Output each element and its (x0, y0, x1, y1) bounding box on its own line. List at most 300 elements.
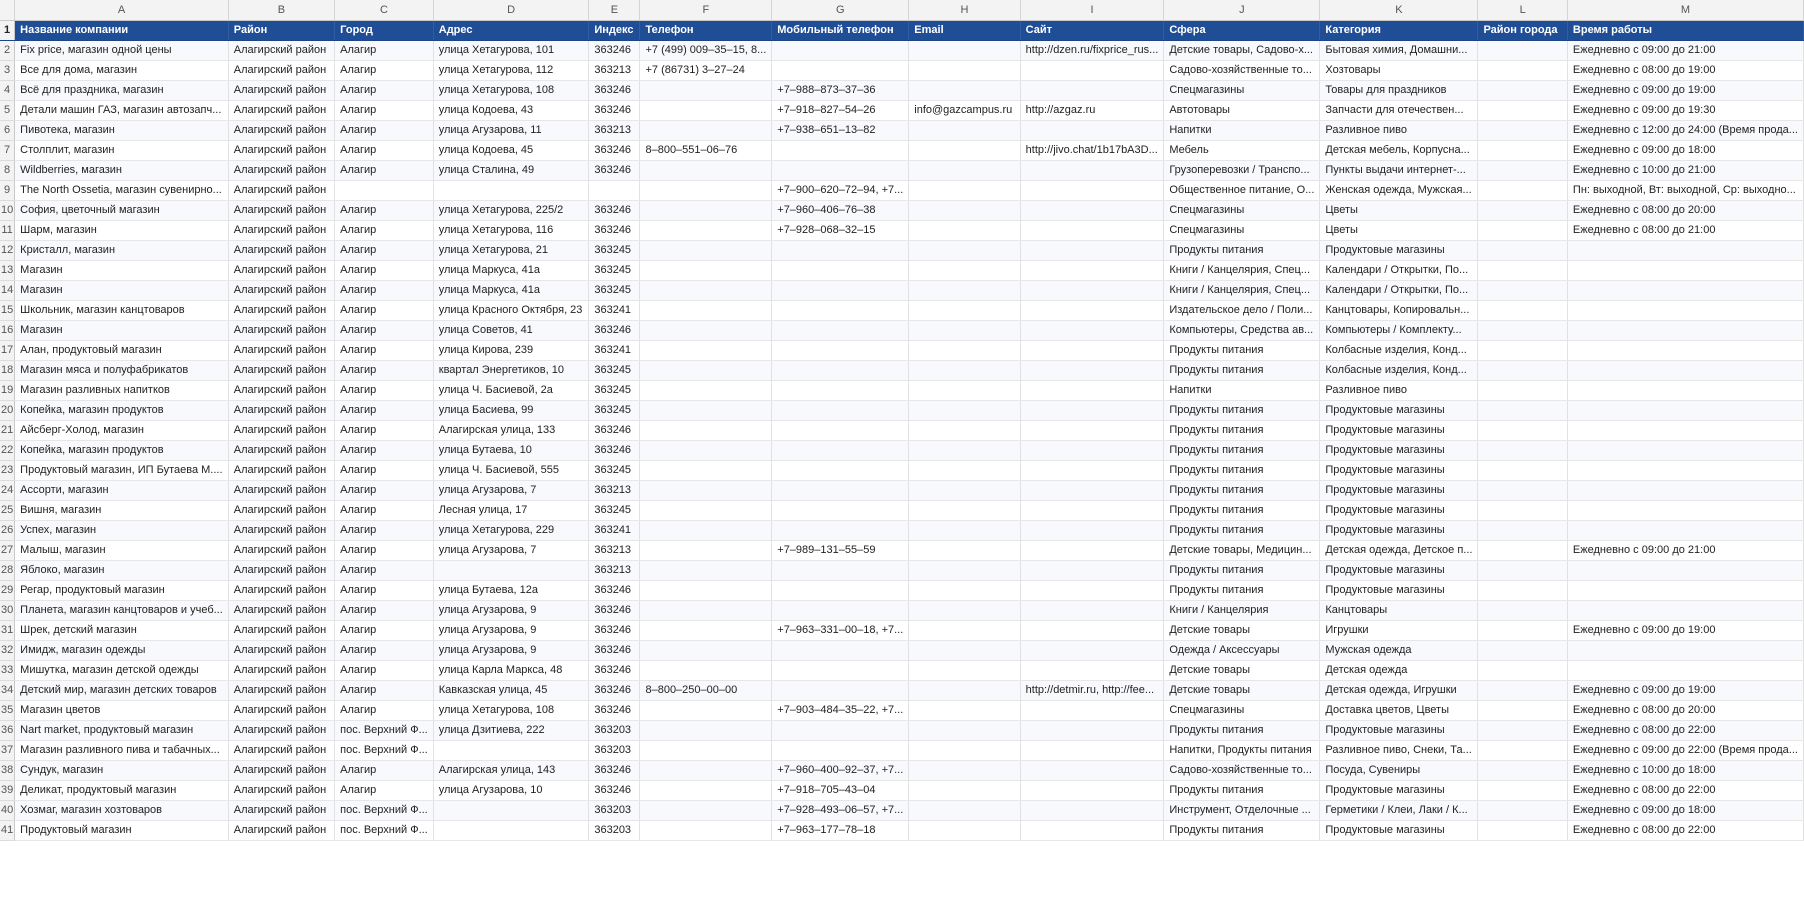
cell-k[interactable]: Продуктовые магазины (1320, 580, 1478, 600)
cell-g[interactable]: +7–960–400–92–37, +7... (772, 760, 909, 780)
cell-j[interactable]: Напитки (1164, 380, 1320, 400)
cell-j[interactable]: Книги / Канцелярия, Спец... (1164, 280, 1320, 300)
cell-c[interactable]: Алагир (335, 680, 434, 700)
cell-f[interactable] (640, 420, 772, 440)
cell-e[interactable]: 363241 (589, 520, 640, 540)
cell-f[interactable] (640, 220, 772, 240)
cell-l[interactable] (1478, 380, 1567, 400)
row-number[interactable]: 34 (0, 680, 15, 700)
cell-a[interactable]: Fix price, магазин одной цены (15, 40, 229, 60)
cell-c[interactable]: Алагир (335, 280, 434, 300)
cell-e[interactable]: 363245 (589, 240, 640, 260)
cell-b[interactable]: Алагирский район (228, 60, 334, 80)
cell-g[interactable] (772, 560, 909, 580)
cell-j[interactable]: Продукты питания (1164, 440, 1320, 460)
row-number[interactable]: 25 (0, 500, 15, 520)
cell-k[interactable]: Доставка цветов, Цветы (1320, 700, 1478, 720)
cell-h[interactable] (909, 120, 1020, 140)
cell-g[interactable] (772, 280, 909, 300)
cell-l[interactable] (1478, 700, 1567, 720)
cell-j[interactable]: Продукты питания (1164, 720, 1320, 740)
cell-g[interactable]: +7–928–068–32–15 (772, 220, 909, 240)
row-number[interactable]: 27 (0, 540, 15, 560)
cell-l[interactable] (1478, 360, 1567, 380)
cell-b[interactable]: Алагирский район (228, 140, 334, 160)
cell-c[interactable]: Алагир (335, 200, 434, 220)
column-header-k[interactable]: K (1320, 0, 1478, 20)
cell-b[interactable]: Алагирский район (228, 120, 334, 140)
cell-e[interactable]: 363245 (589, 400, 640, 420)
cell-a[interactable]: Магазин (15, 320, 229, 340)
cell-m[interactable]: Ежедневно с 08:00 до 20:00 (1567, 700, 1803, 720)
cell-d[interactable] (433, 800, 589, 820)
row-number[interactable]: 30 (0, 600, 15, 620)
cell-f[interactable] (640, 800, 772, 820)
cell-b[interactable]: Алагирский район (228, 500, 334, 520)
cell-i[interactable] (1020, 740, 1164, 760)
cell-g[interactable] (772, 460, 909, 480)
cell-c[interactable]: Алагир (335, 460, 434, 480)
cell-d[interactable]: улица Хетагурова, 108 (433, 80, 589, 100)
cell-c[interactable]: пос. Верхний Ф... (335, 740, 434, 760)
cell-b[interactable]: Алагирский район (228, 240, 334, 260)
cell-b[interactable]: Алагирский район (228, 720, 334, 740)
cell-m[interactable] (1567, 580, 1803, 600)
header-cell-company[interactable]: Название компании (15, 20, 229, 40)
cell-c[interactable]: Алагир (335, 760, 434, 780)
cell-i[interactable]: http://azgaz.ru (1020, 100, 1164, 120)
cell-b[interactable]: Алагирский район (228, 380, 334, 400)
cell-i[interactable] (1020, 400, 1164, 420)
cell-i[interactable] (1020, 120, 1164, 140)
cell-b[interactable]: Алагирский район (228, 440, 334, 460)
cell-e[interactable]: 363245 (589, 500, 640, 520)
cell-b[interactable]: Алагирский район (228, 640, 334, 660)
cell-j[interactable]: Общественное питание, О... (1164, 180, 1320, 200)
cell-m[interactable] (1567, 500, 1803, 520)
cell-c[interactable]: Алагир (335, 220, 434, 240)
cell-d[interactable]: улица Кодоева, 45 (433, 140, 589, 160)
cell-l[interactable] (1478, 580, 1567, 600)
cell-a[interactable]: Копейка, магазин продуктов (15, 440, 229, 460)
cell-l[interactable] (1478, 500, 1567, 520)
cell-d[interactable]: улица Советов, 41 (433, 320, 589, 340)
row-number[interactable]: 14 (0, 280, 15, 300)
cell-i[interactable] (1020, 720, 1164, 740)
cell-j[interactable]: Садово-хозяйственные то... (1164, 760, 1320, 780)
cell-c[interactable]: Алагир (335, 360, 434, 380)
cell-a[interactable]: Все для дома, магазин (15, 60, 229, 80)
cell-a[interactable]: Детали машин ГАЗ, магазин автозапч... (15, 100, 229, 120)
cell-c[interactable]: Алагир (335, 40, 434, 60)
cell-i[interactable] (1020, 220, 1164, 240)
cell-l[interactable] (1478, 60, 1567, 80)
cell-l[interactable] (1478, 480, 1567, 500)
cell-h[interactable] (909, 80, 1020, 100)
cell-b[interactable]: Алагирский район (228, 300, 334, 320)
cell-c[interactable]: Алагир (335, 60, 434, 80)
cell-b[interactable]: Алагирский район (228, 220, 334, 240)
cell-g[interactable] (772, 260, 909, 280)
cell-f[interactable] (640, 700, 772, 720)
row-number[interactable]: 18 (0, 360, 15, 380)
cell-f[interactable] (640, 500, 772, 520)
cell-d[interactable]: улица Хетагурова, 101 (433, 40, 589, 60)
cell-j[interactable]: Спецмагазины (1164, 200, 1320, 220)
cell-h[interactable] (909, 240, 1020, 260)
cell-j[interactable]: Продукты питания (1164, 420, 1320, 440)
cell-a[interactable]: Ассорти, магазин (15, 480, 229, 500)
cell-e[interactable]: 363245 (589, 360, 640, 380)
header-cell-site[interactable]: Сайт (1020, 20, 1164, 40)
cell-j[interactable]: Детские товары (1164, 680, 1320, 700)
cell-b[interactable]: Алагирский район (228, 580, 334, 600)
cell-c[interactable]: Алагир (335, 500, 434, 520)
cell-d[interactable]: улица Маркуса, 41а (433, 280, 589, 300)
row-number[interactable]: 4 (0, 80, 15, 100)
cell-l[interactable] (1478, 100, 1567, 120)
cell-l[interactable] (1478, 80, 1567, 100)
cell-m[interactable] (1567, 520, 1803, 540)
cell-g[interactable] (772, 680, 909, 700)
cell-c[interactable] (335, 180, 434, 200)
row-number[interactable]: 17 (0, 340, 15, 360)
cell-i[interactable] (1020, 620, 1164, 640)
cell-b[interactable]: Алагирский район (228, 520, 334, 540)
cell-f[interactable] (640, 620, 772, 640)
cell-h[interactable] (909, 600, 1020, 620)
cell-a[interactable]: Хозмаг, магазин хозтоваров (15, 800, 229, 820)
cell-c[interactable]: пос. Верхний Ф... (335, 720, 434, 740)
cell-a[interactable]: Айсберг-Холод, магазин (15, 420, 229, 440)
cell-j[interactable]: Одежда / Аксессуары (1164, 640, 1320, 660)
column-header-b[interactable]: B (228, 0, 334, 20)
cell-h[interactable] (909, 440, 1020, 460)
cell-f[interactable]: +7 (86731) 3–27–24 (640, 60, 772, 80)
cell-g[interactable] (772, 500, 909, 520)
cell-h[interactable] (909, 540, 1020, 560)
cell-c[interactable]: пос. Верхний Ф... (335, 800, 434, 820)
cell-f[interactable] (640, 260, 772, 280)
cell-m[interactable] (1567, 320, 1803, 340)
cell-k[interactable]: Продуктовые магазины (1320, 460, 1478, 480)
column-header-h[interactable]: H (909, 0, 1020, 20)
cell-h[interactable] (909, 160, 1020, 180)
cell-e[interactable]: 363246 (589, 760, 640, 780)
cell-k[interactable]: Календари / Открытки, По... (1320, 280, 1478, 300)
header-cell-district[interactable]: Район (228, 20, 334, 40)
cell-k[interactable]: Продуктовые магазины (1320, 560, 1478, 580)
cell-j[interactable]: Инструмент, Отделочные ... (1164, 800, 1320, 820)
cell-l[interactable] (1478, 600, 1567, 620)
cell-e[interactable]: 363213 (589, 480, 640, 500)
cell-d[interactable]: улица Красного Октября, 23 (433, 300, 589, 320)
cell-h[interactable] (909, 780, 1020, 800)
cell-m[interactable]: Ежедневно с 09:00 до 19:00 (1567, 620, 1803, 640)
cell-i[interactable] (1020, 420, 1164, 440)
cell-i[interactable] (1020, 340, 1164, 360)
cell-e[interactable]: 363246 (589, 220, 640, 240)
cell-d[interactable] (433, 820, 589, 840)
cell-h[interactable] (909, 320, 1020, 340)
cell-j[interactable]: Продукты питания (1164, 520, 1320, 540)
cell-g[interactable]: +7–963–177–78–18 (772, 820, 909, 840)
cell-j[interactable]: Мебель (1164, 140, 1320, 160)
row-number[interactable]: 23 (0, 460, 15, 480)
cell-d[interactable]: улица Хетагурова, 21 (433, 240, 589, 260)
cell-m[interactable] (1567, 460, 1803, 480)
row-number[interactable]: 40 (0, 800, 15, 820)
cell-c[interactable]: Алагир (335, 80, 434, 100)
cell-i[interactable] (1020, 640, 1164, 660)
cell-e[interactable]: 363203 (589, 820, 640, 840)
cell-j[interactable]: Продукты питания (1164, 460, 1320, 480)
cell-i[interactable] (1020, 300, 1164, 320)
cell-f[interactable] (640, 440, 772, 460)
cell-d[interactable]: квартал Энергетиков, 10 (433, 360, 589, 380)
cell-c[interactable]: Алагир (335, 400, 434, 420)
cell-i[interactable] (1020, 760, 1164, 780)
cell-e[interactable]: 363246 (589, 580, 640, 600)
cell-g[interactable]: +7–900–620–72–94, +7... (772, 180, 909, 200)
row-number[interactable]: 31 (0, 620, 15, 640)
cell-e[interactable]: 363246 (589, 140, 640, 160)
cell-j[interactable]: Детские товары, Садово-х... (1164, 40, 1320, 60)
cell-l[interactable] (1478, 260, 1567, 280)
cell-g[interactable] (772, 300, 909, 320)
cell-a[interactable]: Продуктовый магазин (15, 820, 229, 840)
cell-d[interactable]: улица Агузарова, 10 (433, 780, 589, 800)
cell-m[interactable]: Ежедневно с 09:00 до 19:30 (1567, 100, 1803, 120)
cell-f[interactable] (640, 540, 772, 560)
cell-f[interactable] (640, 340, 772, 360)
cell-f[interactable] (640, 160, 772, 180)
cell-d[interactable] (433, 740, 589, 760)
cell-i[interactable] (1020, 60, 1164, 80)
cell-i[interactable] (1020, 540, 1164, 560)
cell-e[interactable]: 363213 (589, 560, 640, 580)
cell-c[interactable]: Алагир (335, 620, 434, 640)
cell-j[interactable]: Детские товары (1164, 660, 1320, 680)
cell-e[interactable]: 363203 (589, 720, 640, 740)
cell-d[interactable]: улица Ч. Басиевой, 555 (433, 460, 589, 480)
cell-m[interactable] (1567, 400, 1803, 420)
cell-h[interactable] (909, 500, 1020, 520)
cell-g[interactable] (772, 740, 909, 760)
row-number[interactable]: 22 (0, 440, 15, 460)
cell-a[interactable]: София, цветочный магазин (15, 200, 229, 220)
cell-g[interactable] (772, 320, 909, 340)
cell-h[interactable] (909, 400, 1020, 420)
cell-e[interactable]: 363246 (589, 160, 640, 180)
cell-a[interactable]: Регар, продуктовый магазин (15, 580, 229, 600)
cell-l[interactable] (1478, 720, 1567, 740)
header-cell-category[interactable]: Категория (1320, 20, 1478, 40)
cell-f[interactable] (640, 520, 772, 540)
cell-k[interactable]: Цветы (1320, 220, 1478, 240)
cell-h[interactable] (909, 700, 1020, 720)
cell-g[interactable] (772, 380, 909, 400)
row-number[interactable]: 39 (0, 780, 15, 800)
cell-m[interactable] (1567, 360, 1803, 380)
column-header-j[interactable]: J (1164, 0, 1320, 20)
row-number[interactable]: 36 (0, 720, 15, 740)
cell-l[interactable] (1478, 740, 1567, 760)
cell-e[interactable]: 363246 (589, 80, 640, 100)
cell-k[interactable]: Запчасти для отечествен... (1320, 100, 1478, 120)
cell-h[interactable] (909, 480, 1020, 500)
cell-m[interactable]: Ежедневно с 10:00 до 18:00 (1567, 760, 1803, 780)
cell-a[interactable]: Шрек, детский магазин (15, 620, 229, 640)
row-number[interactable]: 41 (0, 820, 15, 840)
cell-h[interactable] (909, 560, 1020, 580)
cell-g[interactable] (772, 420, 909, 440)
cell-e[interactable]: 363241 (589, 300, 640, 320)
cell-d[interactable]: улица Агузарова, 9 (433, 620, 589, 640)
cell-m[interactable] (1567, 240, 1803, 260)
cell-k[interactable]: Продуктовые магазины (1320, 440, 1478, 460)
cell-l[interactable] (1478, 800, 1567, 820)
cell-c[interactable]: Алагир (335, 540, 434, 560)
cell-a[interactable]: The North Ossetia, магазин сувенирно... (15, 180, 229, 200)
cell-e[interactable]: 363246 (589, 680, 640, 700)
cell-f[interactable] (640, 460, 772, 480)
cell-b[interactable]: Алагирский район (228, 620, 334, 640)
cell-m[interactable]: Ежедневно с 09:00 до 21:00 (1567, 40, 1803, 60)
cell-m[interactable] (1567, 480, 1803, 500)
cell-l[interactable] (1478, 200, 1567, 220)
cell-f[interactable] (640, 720, 772, 740)
cell-m[interactable]: Ежедневно с 08:00 до 19:00 (1567, 60, 1803, 80)
cell-j[interactable]: Автотовары (1164, 100, 1320, 120)
row-number[interactable]: 24 (0, 480, 15, 500)
cell-j[interactable]: Продукты питания (1164, 360, 1320, 380)
cell-e[interactable]: 363246 (589, 700, 640, 720)
cell-e[interactable]: 363246 (589, 40, 640, 60)
cell-a[interactable]: Малыш, магазин (15, 540, 229, 560)
row-number[interactable]: 7 (0, 140, 15, 160)
cell-i[interactable] (1020, 160, 1164, 180)
cell-d[interactable]: улица Агузарова, 9 (433, 600, 589, 620)
cell-k[interactable]: Игрушки (1320, 620, 1478, 640)
cell-k[interactable]: Продуктовые магазины (1320, 240, 1478, 260)
cell-k[interactable]: Цветы (1320, 200, 1478, 220)
cell-k[interactable]: Разливное пиво, Снеки, Та... (1320, 740, 1478, 760)
cell-l[interactable] (1478, 240, 1567, 260)
cell-d[interactable]: улица Дзитиева, 222 (433, 720, 589, 740)
cell-c[interactable]: Алагир (335, 560, 434, 580)
row-number[interactable]: 11 (0, 220, 15, 240)
cell-a[interactable]: Столплит, магазин (15, 140, 229, 160)
cell-d[interactable]: улица Кирова, 239 (433, 340, 589, 360)
cell-k[interactable]: Календари / Открытки, По... (1320, 260, 1478, 280)
row-number[interactable]: 21 (0, 420, 15, 440)
cell-e[interactable]: 363245 (589, 460, 640, 480)
cell-f[interactable] (640, 780, 772, 800)
column-header-f[interactable]: F (640, 0, 772, 20)
cell-b[interactable]: Алагирский район (228, 480, 334, 500)
cell-l[interactable] (1478, 440, 1567, 460)
cell-i[interactable] (1020, 660, 1164, 680)
cell-l[interactable] (1478, 520, 1567, 540)
cell-m[interactable]: Ежедневно с 09:00 до 18:00 (1567, 140, 1803, 160)
cell-b[interactable]: Алагирский район (228, 260, 334, 280)
row-number[interactable]: 15 (0, 300, 15, 320)
cell-a[interactable]: Яблоко, магазин (15, 560, 229, 580)
cell-j[interactable]: Продукты питания (1164, 340, 1320, 360)
cell-j[interactable]: Садово-хозяйственные то... (1164, 60, 1320, 80)
cell-h[interactable] (909, 660, 1020, 680)
cell-b[interactable]: Алагирский район (228, 360, 334, 380)
cell-h[interactable] (909, 680, 1020, 700)
row-number[interactable]: 38 (0, 760, 15, 780)
cell-b[interactable]: Алагирский район (228, 760, 334, 780)
cell-d[interactable]: улица Агузарова, 7 (433, 480, 589, 500)
cell-b[interactable]: Алагирский район (228, 700, 334, 720)
header-cell-city[interactable]: Город (335, 20, 434, 40)
cell-d[interactable]: Лесная улица, 17 (433, 500, 589, 520)
cell-l[interactable] (1478, 340, 1567, 360)
cell-c[interactable]: Алагир (335, 660, 434, 680)
cell-g[interactable] (772, 40, 909, 60)
cell-e[interactable]: 363246 (589, 320, 640, 340)
cell-m[interactable]: Ежедневно с 10:00 до 21:00 (1567, 160, 1803, 180)
cell-i[interactable] (1020, 520, 1164, 540)
cell-e[interactable]: 363246 (589, 100, 640, 120)
header-cell-hours[interactable]: Время работы (1567, 20, 1803, 40)
cell-d[interactable]: улица Бутаева, 10 (433, 440, 589, 460)
cell-l[interactable] (1478, 400, 1567, 420)
cell-e[interactable]: 363246 (589, 780, 640, 800)
cell-f[interactable] (640, 740, 772, 760)
cell-c[interactable]: Алагир (335, 140, 434, 160)
cell-g[interactable] (772, 480, 909, 500)
cell-i[interactable] (1020, 200, 1164, 220)
cell-a[interactable]: Кристалл, магазин (15, 240, 229, 260)
cell-g[interactable] (772, 60, 909, 80)
column-header-a[interactable]: A (15, 0, 229, 20)
cell-h[interactable] (909, 220, 1020, 240)
cell-m[interactable] (1567, 300, 1803, 320)
cell-c[interactable]: Алагир (335, 480, 434, 500)
row-number[interactable]: 6 (0, 120, 15, 140)
cell-i[interactable] (1020, 700, 1164, 720)
cell-k[interactable]: Продуктовые магазины (1320, 480, 1478, 500)
cell-h[interactable] (909, 200, 1020, 220)
cell-g[interactable] (772, 400, 909, 420)
cell-h[interactable] (909, 60, 1020, 80)
cell-i[interactable] (1020, 480, 1164, 500)
cell-g[interactable]: +7–988–873–37–36 (772, 80, 909, 100)
cell-h[interactable] (909, 360, 1020, 380)
cell-d[interactable]: улица Хетагурова, 116 (433, 220, 589, 240)
row-number[interactable]: 1 (0, 20, 15, 40)
cell-k[interactable]: Товары для праздников (1320, 80, 1478, 100)
cell-g[interactable] (772, 720, 909, 740)
cell-k[interactable]: Колбасные изделия, Конд... (1320, 340, 1478, 360)
cell-b[interactable]: Алагирский район (228, 280, 334, 300)
cell-f[interactable] (640, 380, 772, 400)
cell-k[interactable]: Продуктовые магазины (1320, 400, 1478, 420)
cell-b[interactable]: Алагирский район (228, 660, 334, 680)
row-number[interactable]: 26 (0, 520, 15, 540)
cell-h[interactable] (909, 520, 1020, 540)
row-number[interactable]: 3 (0, 60, 15, 80)
cell-i[interactable]: http://jivo.chat/1b17bA3D... (1020, 140, 1164, 160)
column-header-c[interactable]: C (335, 0, 434, 20)
row-number[interactable]: 12 (0, 240, 15, 260)
cell-d[interactable] (433, 180, 589, 200)
